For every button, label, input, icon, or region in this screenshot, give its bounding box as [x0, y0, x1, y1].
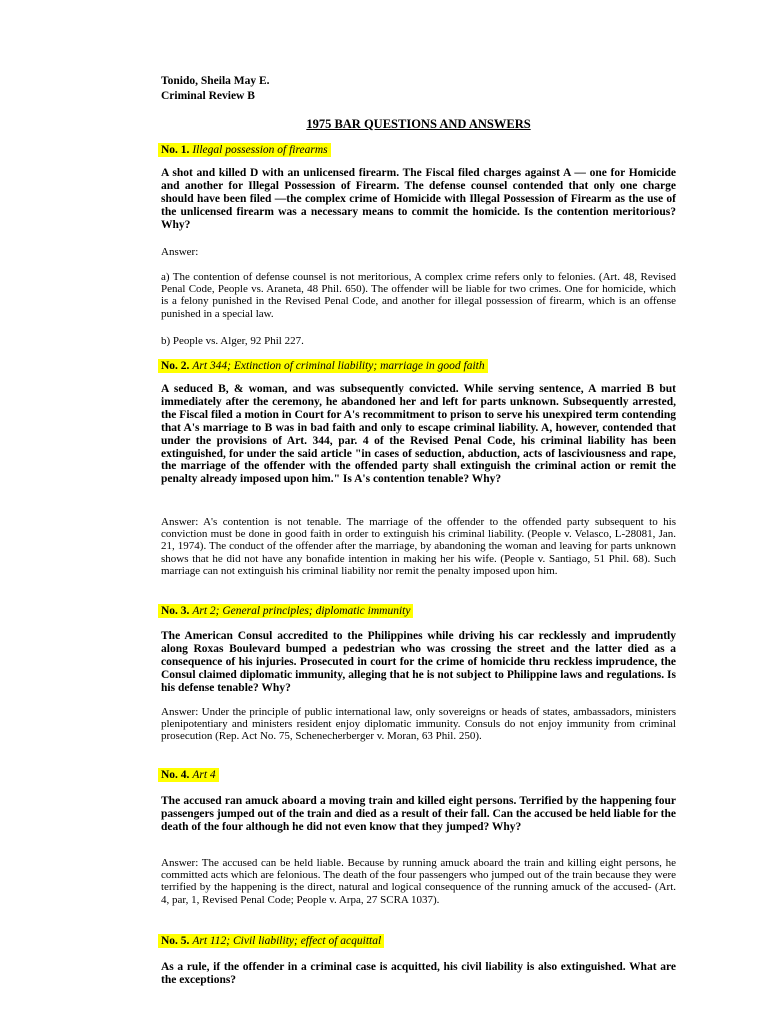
question-topic: Illegal possession of firearms	[192, 144, 328, 156]
document-title: 1975 BAR QUESTIONS AND ANSWERS	[306, 117, 531, 131]
author-name: Tonido, Sheila May E.	[161, 75, 270, 87]
answer-b-1: b) People vs. Alger, 92 Phil 227.	[161, 335, 304, 347]
highlight	[158, 604, 413, 618]
question-heading-5	[158, 934, 384, 949]
question-number: No. 2.	[161, 360, 190, 372]
answer-2: Answer: A's contention is not tenable. The marriage of the offender to the offended party subsequent to his conviction must be done in good faith in order to extinguish his criminal liability. (People v. Velasco, L-28081, Jan. 21, 1974). The conduct of the offender after the marriage, by abandoning the woman and leaving for parts unknown shows that he did not have any bonafide intention in making her his wife. (People v. Santiago, 51 Phil. 68). Such marriage can not extinguish his criminal liability nor remit the penalty imposed upon him.	[161, 516, 676, 577]
question-text-3: The American Consul accredited to the Philippines while driving his car recklessly and imprudently along Roxas Boulevard bumped a pedestrian who was crossing the street and the latter died as a consequence of his injuries. Prosecuted in court for the crime of homicide thru reckless imprudence, the Consul claimed diplomatic immunity, alleging that he is not subject to Philippine laws and regulations. Is his defense tenable? Why?	[161, 630, 676, 694]
question-topic: Art 112; Civil liability; effect of acquittal	[192, 935, 382, 947]
question-topic: Art 2; General principles; diplomatic immunity	[192, 605, 411, 617]
question-number: No. 4.	[161, 769, 190, 781]
question-heading-1	[158, 143, 331, 158]
question-heading-3	[158, 604, 413, 619]
question-number: No. 3.	[161, 605, 190, 617]
highlight	[158, 143, 331, 157]
question-topic: Art 4	[192, 769, 216, 781]
answer-4: Answer: The accused can be held liable. Because by running amuck aboard the train and killing eight persons, he committed acts which are felonious. The death of the four passengers who jumped out of the train because they were terrified by the happening is the direct, natural and logical consequence of the running amuck of the accused- (Art. 4, par, 1, Revised Penal Code; People v. Arpa, 27 SCRA 1037).	[161, 857, 676, 906]
question-heading-2	[158, 359, 488, 374]
question-text-2: A seduced B, & woman, and was subsequently convicted. While serving sentence, A married B but immediately after the ceremony, he abandoned her and left for parts unknown. Subsequently arrested, the Fiscal filed a motion in Court for A's recommitment to prison to serve his unexpired term contending that A's marriage to B was in bad faith and only to escape criminal liability. A, however, contended that under the provisions of Art. 344, par. 4 of the Revised Penal Code, his criminal liability has been extinguished, for under the said article "in cases of seduction, abduction, acts of lasciviousness and rape, the marriage of the offender with the offended party shall extinguish the criminal action or remit the penalty already imposed upon him." Is A's contention tenable? Why?	[161, 383, 676, 486]
highlight	[158, 359, 488, 373]
course-name: Criminal Review B	[161, 90, 255, 102]
highlight	[158, 934, 384, 948]
question-number: No. 5.	[161, 935, 190, 947]
answer-a-1: a) The contention of defense counsel is not meritorious, A complex crime refers only to felonies. (Art. 48, Revised Penal Code, People vs. Araneta, 48 Phil. 650). The offender will be liable for two crimes. One for homicide, which is a felony punished in the Revised Penal Code, and another for illegal possession of firearm, which is an offense punished in a special law.	[161, 271, 676, 320]
question-text-4: The accused ran amuck aboard a moving train and killed eight persons. Terrified by the happening four passengers jumped out of the train and died as a result of their fall. Can the accused be held liable for the death of the four although he did not even know that they jumped? Why?	[161, 795, 676, 833]
highlight	[158, 768, 219, 782]
document-header	[161, 74, 270, 104]
question-text-5: As a rule, if the offender in a criminal case is acquitted, his civil liability is also extinguished. What are the exceptions?	[161, 961, 676, 986]
answer-3: Answer: Under the principle of public international law, only sovereigns or heads of states, ambassadors, ministers plenipotentiary and ministers resident enjoy diplomatic immunity. Consuls do not enjoy immunity from criminal prosecution (Rep. Act No. 75, Schenecherberger v. Moran, 63 Phil. 250).	[161, 706, 676, 743]
question-topic: Art 344; Extinction of criminal liability; marriage in good faith	[192, 360, 485, 372]
question-number: No. 1.	[161, 144, 190, 156]
answer-label-1: Answer:	[161, 246, 199, 258]
question-heading-4	[158, 768, 219, 783]
question-text-1: A shot and killed D with an unlicensed firearm. The Fiscal filed charges against A — one for Homicide and another for Illegal Possession of Firearm. The defense counsel contended that only one charge should have been filed —the complex crime of Homicide with Illegal Possession of Firearm as the use of the unlicensed firearm was a necessary means to commit the homicide. Is the contention meritorious? Why?	[161, 167, 676, 231]
